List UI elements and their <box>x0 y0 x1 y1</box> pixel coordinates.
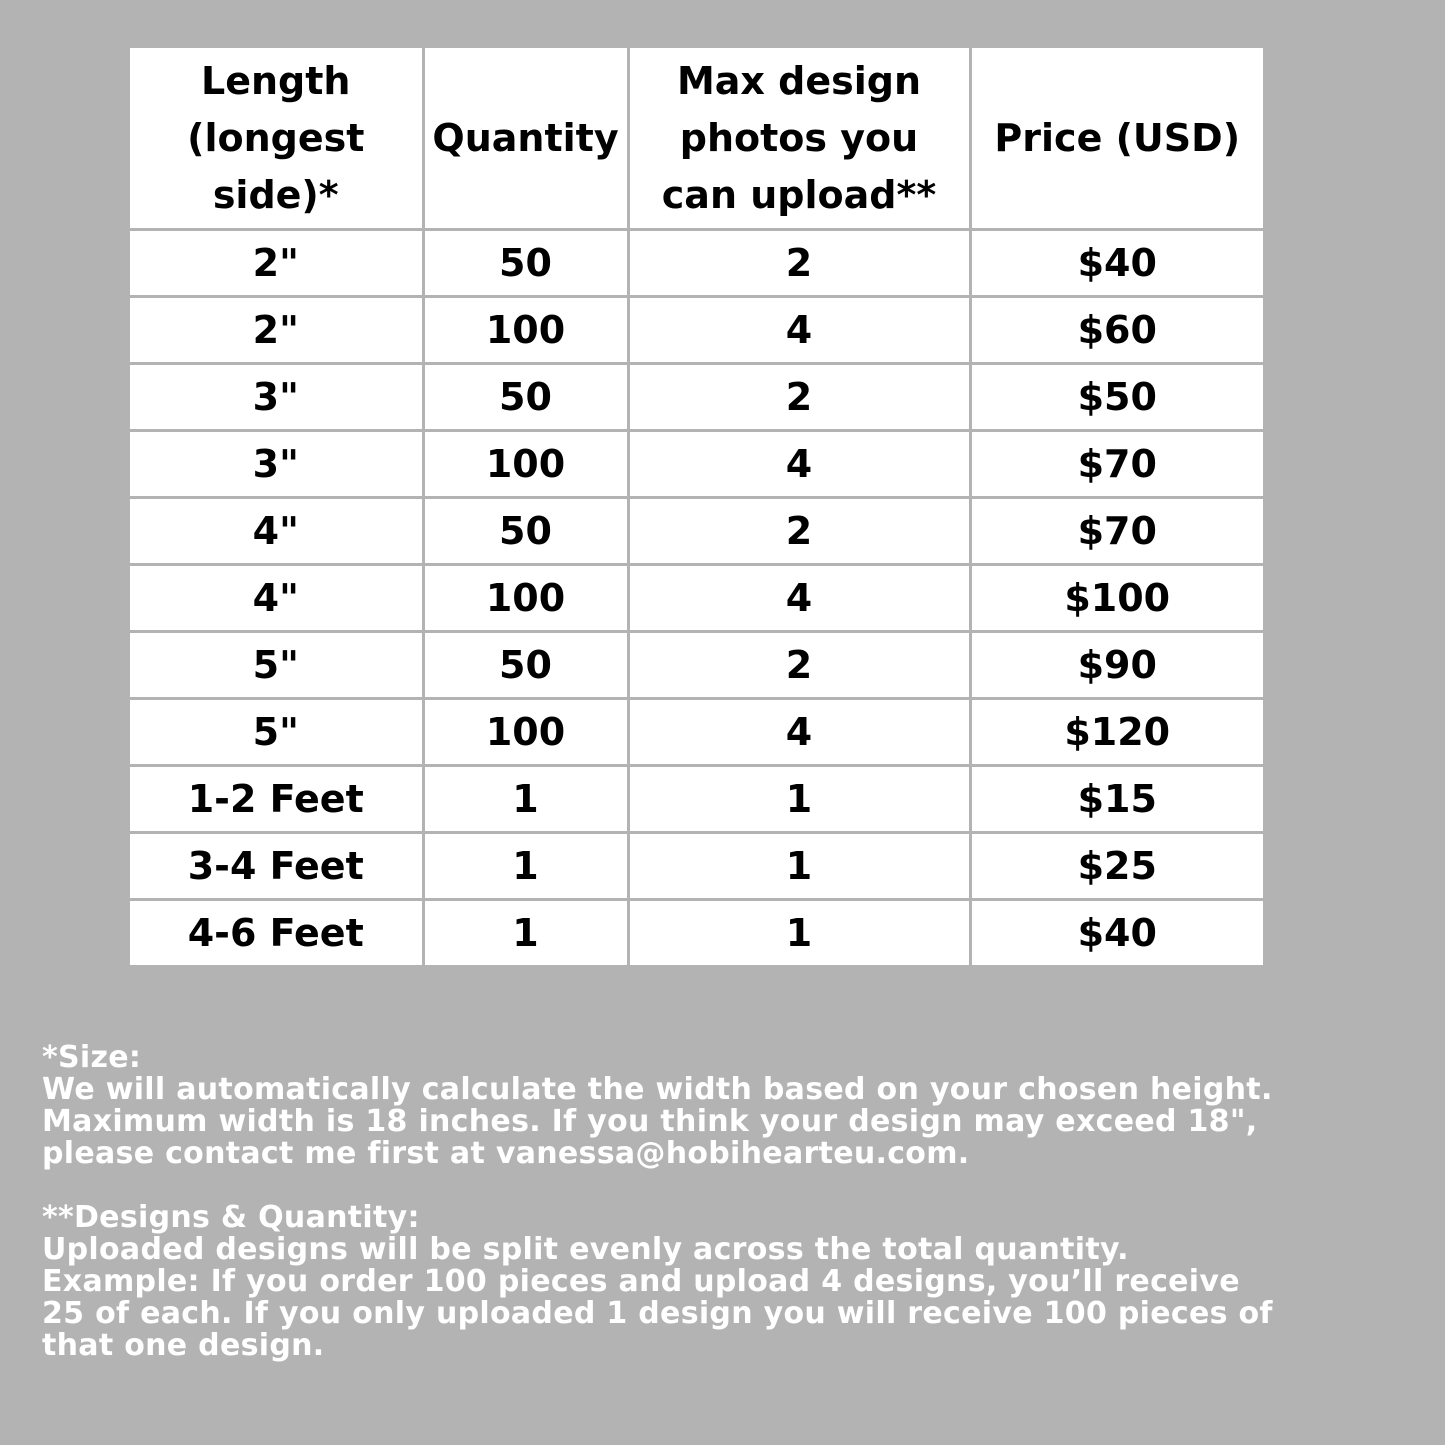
header-max-designs-line: photos you <box>679 115 919 160</box>
cell-price: $25 <box>970 833 1263 900</box>
cell-length: 5" <box>130 632 423 699</box>
cell-max-designs: 4 <box>628 565 970 632</box>
table-row <box>130 565 1263 632</box>
designs-note-line: that one design. <box>42 1328 325 1363</box>
footnotes <box>42 1042 1432 1362</box>
cell-length: 1-2 Feet <box>130 766 423 833</box>
table-row <box>130 297 1263 364</box>
cell-quantity: 100 <box>423 699 628 766</box>
designs-note-line: 25 of each. If you only uploaded 1 design you will receive 100 pieces of <box>42 1296 1273 1331</box>
cell-max-designs: 1 <box>628 900 970 966</box>
header-max-designs-line: Max design <box>676 58 922 103</box>
cell-max-designs: 2 <box>628 364 970 431</box>
designs-note-heading: **Designs & Quantity: <box>42 1200 420 1235</box>
cell-price: $15 <box>970 766 1263 833</box>
size-note-line: We will automatically calculate the width based on your chosen height. <box>42 1072 1273 1107</box>
cell-price: $70 <box>970 498 1263 565</box>
cell-max-designs: 4 <box>628 699 970 766</box>
cell-quantity: 1 <box>423 900 628 966</box>
cell-length: 4" <box>130 498 423 565</box>
cell-max-designs: 2 <box>628 498 970 565</box>
cell-price: $100 <box>970 565 1263 632</box>
table-row <box>130 431 1263 498</box>
table-row <box>130 498 1263 565</box>
cell-price: $60 <box>970 297 1263 364</box>
cell-price: $90 <box>970 632 1263 699</box>
header-price-line: Price (USD) <box>994 115 1241 160</box>
size-note-line: please contact me first at vanessa@hobiheartеu.com. <box>42 1136 970 1171</box>
cell-quantity: 50 <box>423 230 628 297</box>
cell-max-designs: 4 <box>628 431 970 498</box>
cell-length: 2" <box>130 297 423 364</box>
table-row <box>130 833 1263 900</box>
cell-max-designs: 2 <box>628 230 970 297</box>
cell-price: $40 <box>970 900 1263 966</box>
size-note-line: Maximum width is 18 inches. If you think your design may exceed 18", <box>42 1104 1258 1139</box>
cell-quantity: 50 <box>423 498 628 565</box>
size-note-heading: *Size: <box>42 1040 142 1075</box>
cell-quantity: 100 <box>423 297 628 364</box>
header-quantity <box>423 48 628 230</box>
cell-price: $50 <box>970 364 1263 431</box>
price-table <box>130 48 1263 965</box>
header-quantity-line: Quantity <box>432 115 619 160</box>
cell-max-designs: 1 <box>628 833 970 900</box>
cell-length: 3" <box>130 364 423 431</box>
table-row <box>130 632 1263 699</box>
table-header-row <box>130 48 1263 230</box>
cell-quantity: 1 <box>423 833 628 900</box>
cell-max-designs: 2 <box>628 632 970 699</box>
cell-quantity: 1 <box>423 766 628 833</box>
cell-max-designs: 1 <box>628 766 970 833</box>
cell-price: $40 <box>970 230 1263 297</box>
cell-quantity: 50 <box>423 632 628 699</box>
header-length-line: (longest <box>187 115 365 160</box>
cell-max-designs: 4 <box>628 297 970 364</box>
cell-length: 5" <box>130 699 423 766</box>
designs-note-line: Uploaded designs will be split evenly across the total quantity. <box>42 1232 1129 1267</box>
header-length-line: Length <box>201 58 351 103</box>
cell-price: $120 <box>970 699 1263 766</box>
cell-quantity: 50 <box>423 364 628 431</box>
cell-quantity: 100 <box>423 565 628 632</box>
cell-length: 4" <box>130 565 423 632</box>
cell-length: 3-4 Feet <box>130 833 423 900</box>
table-row <box>130 230 1263 297</box>
footnote-spacer <box>42 1170 1432 1202</box>
cell-length: 4-6 Feet <box>130 900 423 966</box>
header-length-line: side)* <box>212 172 339 217</box>
cell-length: 3" <box>130 431 423 498</box>
table-row <box>130 364 1263 431</box>
cell-quantity: 100 <box>423 431 628 498</box>
header-length <box>130 48 423 230</box>
designs-note-line: Example: If you order 100 pieces and upload 4 designs, you’ll receive <box>42 1264 1240 1299</box>
table-row <box>130 900 1263 966</box>
header-max-designs-line: can upload** <box>661 172 937 217</box>
cell-length: 2" <box>130 230 423 297</box>
table-row <box>130 699 1263 766</box>
table-row <box>130 766 1263 833</box>
header-max-designs <box>628 48 970 230</box>
header-price <box>970 48 1263 230</box>
cell-price: $70 <box>970 431 1263 498</box>
